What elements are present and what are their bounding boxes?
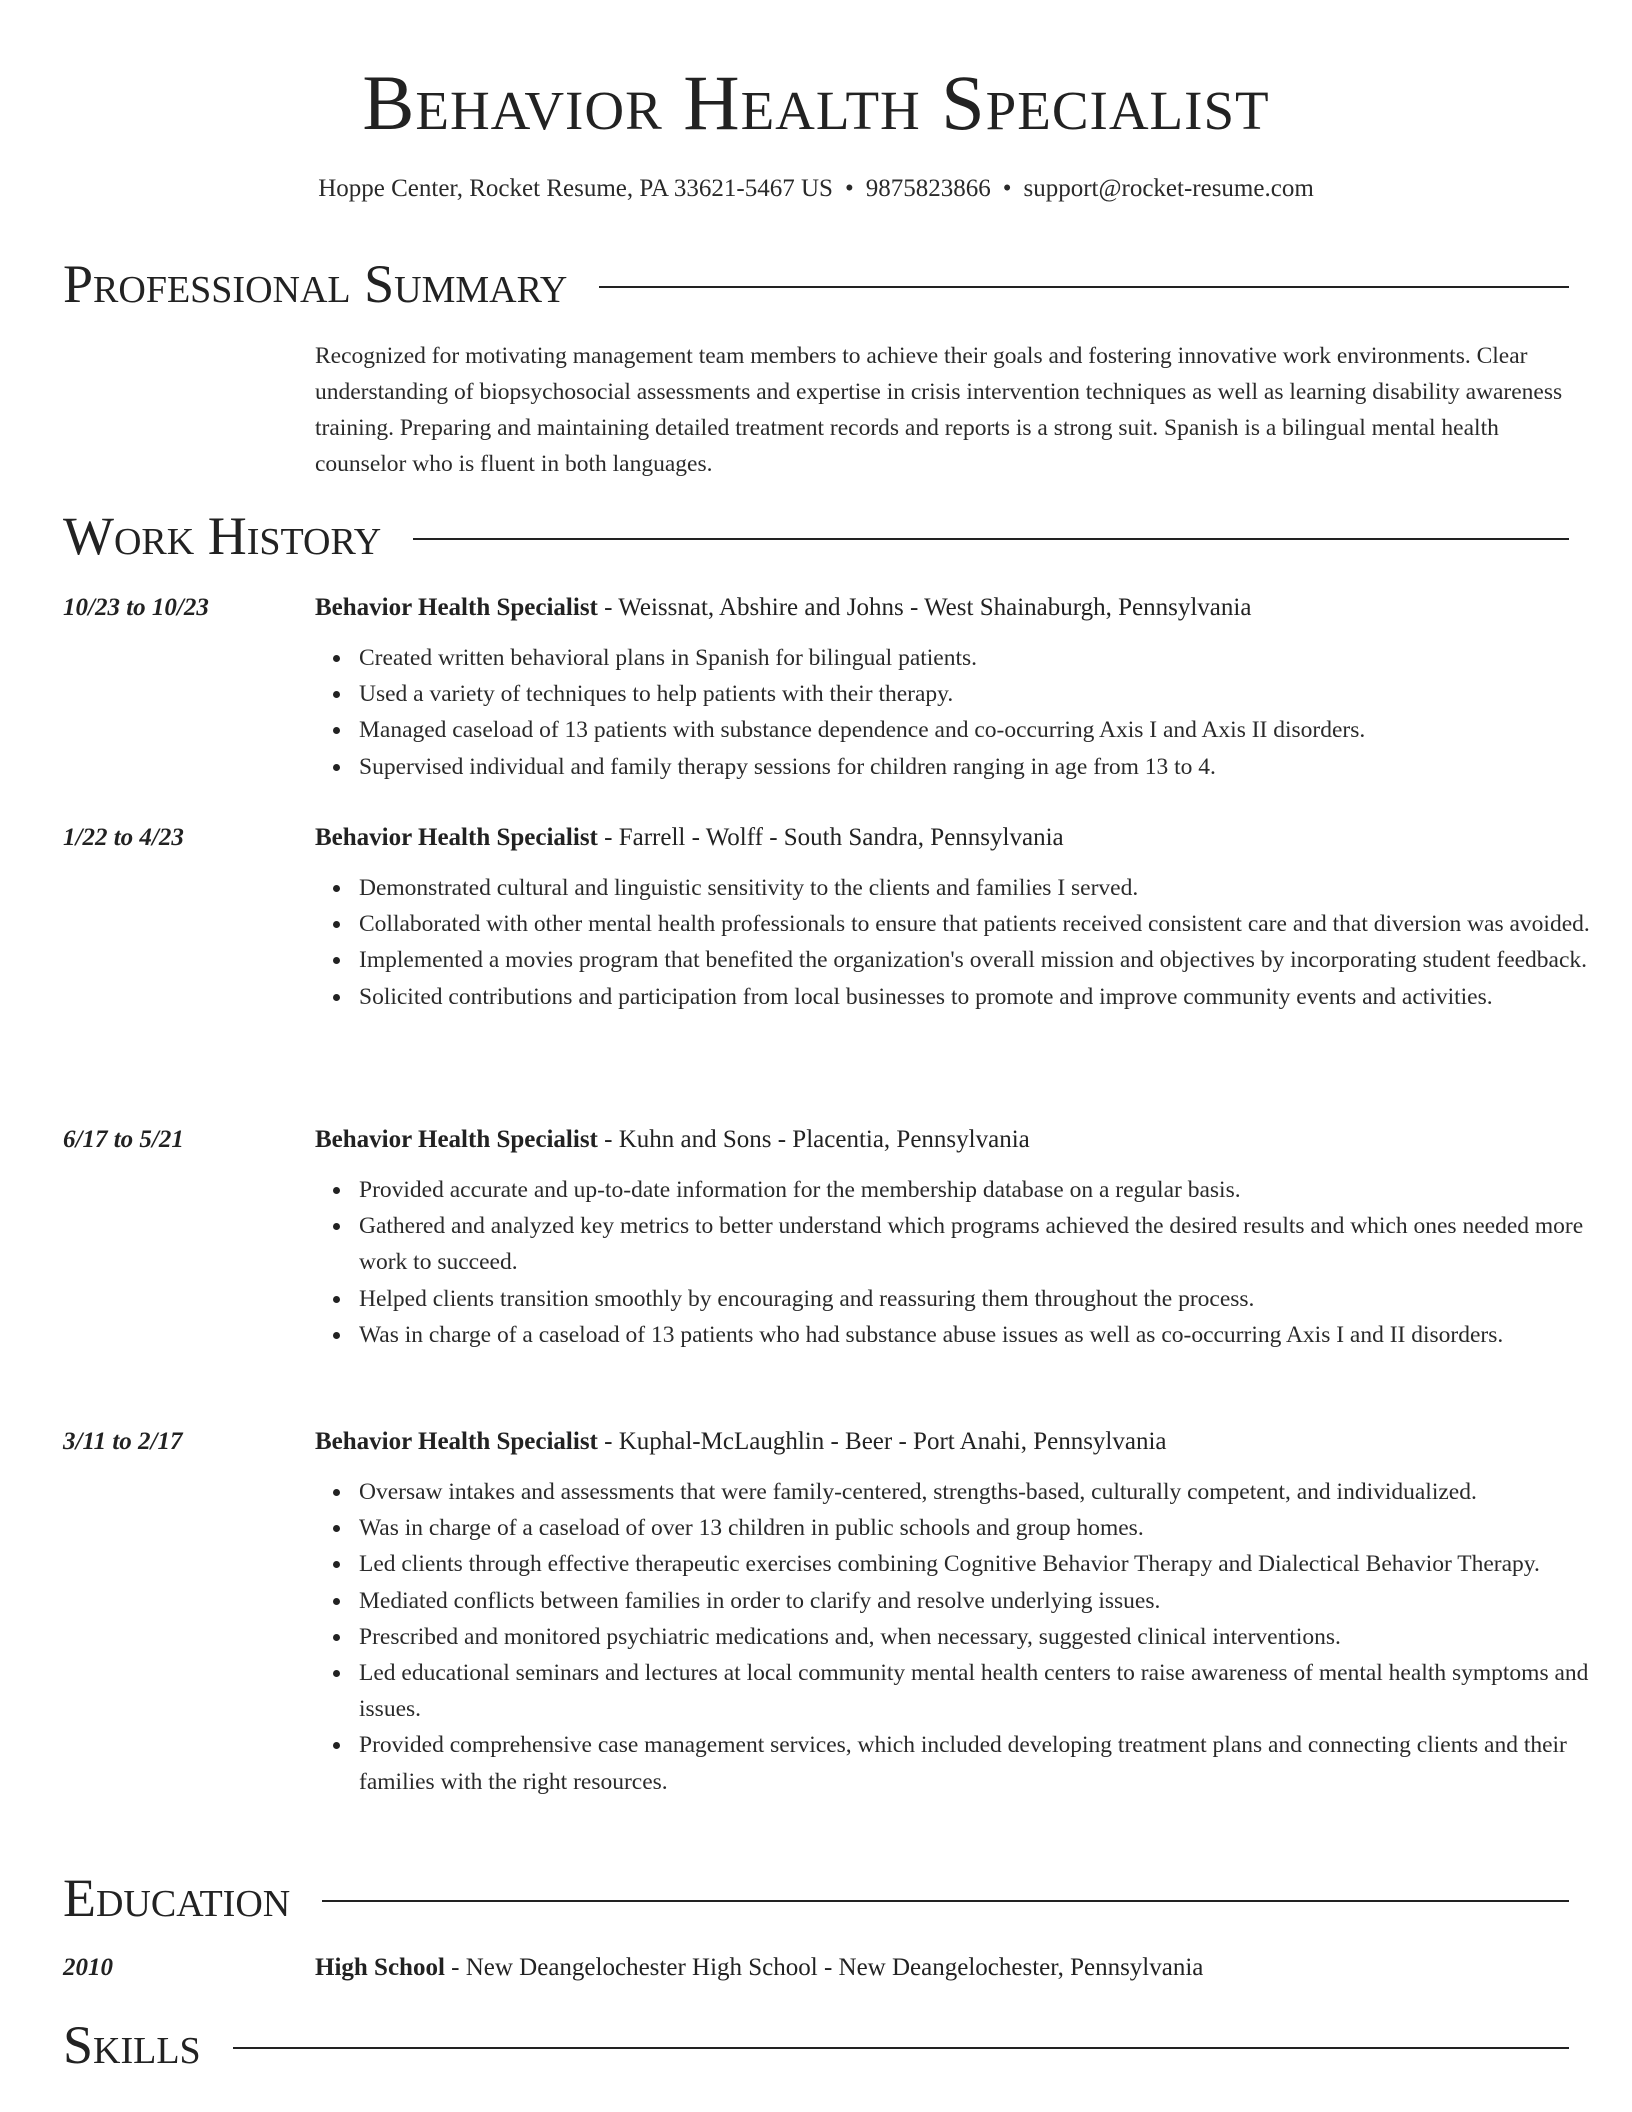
- education-heading: [315, 1950, 1570, 1986]
- skills-section-title: Skills: [63, 2015, 201, 2075]
- work-entry-employer: - Farrell - Wolff - South Sandra, Pennsylvania: [597, 824, 1064, 851]
- contact-phone: 9875823866: [865, 175, 991, 202]
- work-entry-heading: [315, 1424, 1570, 1460]
- work-bullet: Was in charge of a caseload of over 13 children in public schools and group homes.: [359, 1510, 1614, 1546]
- work-bullet: Solicited contributions and participation from local businesses to promote and improve community events and activities.: [359, 979, 1614, 1015]
- work-entry-bullets: [315, 1474, 1614, 1800]
- work-bullet: Led educational seminars and lectures at local community mental health centers to raise awareness of mental health symptoms and issues.: [359, 1655, 1614, 1727]
- work-history-section-title: Work History: [63, 506, 382, 566]
- work-entry-heading: [315, 1122, 1570, 1158]
- contact-address: Hoppe Center, Rocket Resume, PA 33621-5467 US: [318, 175, 833, 202]
- work-bullet: Helped clients transition smoothly by encouraging and reassuring them throughout the process.: [359, 1281, 1614, 1317]
- contact-email: support@rocket-resume.com: [1023, 175, 1314, 202]
- work-bullet: Mediated conflicts between families in order to clarify and resolve underlying issues.: [359, 1583, 1614, 1619]
- work-entry-employer: - Weissnat, Abshire and Johns - West Shainaburgh, Pennsylvania: [597, 594, 1252, 621]
- work-history-section-header: [63, 505, 1569, 567]
- section-divider: [322, 1900, 1569, 1902]
- work-bullet: Managed caseload of 13 patients with substance dependence and co-occurring Axis I and Axis II disorders.: [359, 712, 1614, 748]
- work-entry-dates: 10/23 to 10/23: [63, 594, 209, 621]
- work-bullet: Demonstrated cultural and linguistic sensitivity to the clients and families I served.: [359, 870, 1614, 906]
- work-entry-heading: [315, 820, 1570, 856]
- section-divider: [413, 538, 1569, 540]
- work-bullet: Gathered and analyzed key metrics to better understand which programs achieved the desired results and which ones needed more work to succeed.: [359, 1208, 1614, 1280]
- work-bullet: Oversaw intakes and assessments that were family-centered, strengths-based, culturally competent, and individualized.: [359, 1474, 1614, 1510]
- work-entry-title: Behavior Health Specialist: [315, 1126, 598, 1153]
- contact-separator: •: [844, 175, 854, 202]
- summary-section-header: [63, 253, 1569, 315]
- candidate-name: Behavior Health Specialist: [362, 59, 1270, 146]
- work-entry-title: Behavior Health Specialist: [315, 594, 598, 621]
- work-entry-heading: [315, 590, 1570, 626]
- education-year: 2010: [63, 1954, 113, 1981]
- work-entry-bullets: [315, 640, 1614, 785]
- work-bullet: Led clients through effective therapeutic exercises combining Cognitive Behavior Therapy and Dialectical Behavior Therapy.: [359, 1546, 1614, 1582]
- work-entry-title: Behavior Health Specialist: [315, 1428, 598, 1455]
- work-bullet: Was in charge of a caseload of 13 patients who had substance abuse issues as well as co-occurring Axis I and II disorders.: [359, 1317, 1614, 1353]
- education-section-header: [63, 1867, 1569, 1929]
- work-entry-dates: 1/22 to 4/23: [63, 824, 184, 851]
- skills-section-header: [63, 2014, 1569, 2076]
- work-entry-bullets: [315, 870, 1614, 1015]
- work-entry-dates: 3/11 to 2/17: [63, 1428, 183, 1455]
- education-school: - New Deangelochester High School - New Deangelochester, Pennsylvania: [444, 1954, 1204, 1981]
- work-bullet: Provided comprehensive case management services, which included developing treatment plans and connecting clients and their families with the right resources.: [359, 1727, 1614, 1799]
- work-bullet: Provided accurate and up-to-date information for the membership database on a regular basis.: [359, 1172, 1614, 1208]
- section-divider: [599, 286, 1569, 288]
- work-bullet: Implemented a movies program that benefited the organization's overall mission and objectives by incorporating student feedback.: [359, 942, 1614, 978]
- summary-section-title: Professional Summary: [63, 254, 568, 314]
- work-bullet: Used a variety of techniques to help patients with their therapy.: [359, 676, 1614, 712]
- work-entry-dates: 6/17 to 5/21: [63, 1126, 184, 1153]
- work-entry-bullets: [315, 1172, 1614, 1353]
- summary-text: Recognized for motivating management team members to achieve their goals and fostering innovative work environments. Clear understanding of biopsychosocial assessments and expertise in crisis intervention techniques as well as learning disability awareness training. Preparing and maintaining detailed treatment records and reports is a strong suit. Spanish is a bilingual mental health counselor who is fluent in both languages.: [315, 343, 1563, 477]
- education-degree: High School: [315, 1954, 445, 1981]
- contact-line: [0, 172, 1632, 206]
- work-bullet: Collaborated with other mental health professionals to ensure that patients received consistent care and that diversion was avoided.: [359, 906, 1614, 942]
- contact-separator: •: [1002, 175, 1012, 202]
- education-section-title: Education: [63, 1868, 291, 1928]
- work-bullet: Prescribed and monitored psychiatric medications and, when necessary, suggested clinical interventions.: [359, 1619, 1614, 1655]
- work-bullet: Created written behavioral plans in Spanish for bilingual patients.: [359, 640, 1614, 676]
- work-entry-employer: - Kuhn and Sons - Placentia, Pennsylvania: [597, 1126, 1030, 1153]
- work-bullet: Supervised individual and family therapy sessions for children ranging in age from 13 to 4.: [359, 749, 1614, 785]
- work-entry-employer: - Kuphal-McLaughlin - Beer - Port Anahi, Pennsylvania: [597, 1428, 1167, 1455]
- section-divider: [233, 2047, 1569, 2049]
- work-entry-title: Behavior Health Specialist: [315, 824, 598, 851]
